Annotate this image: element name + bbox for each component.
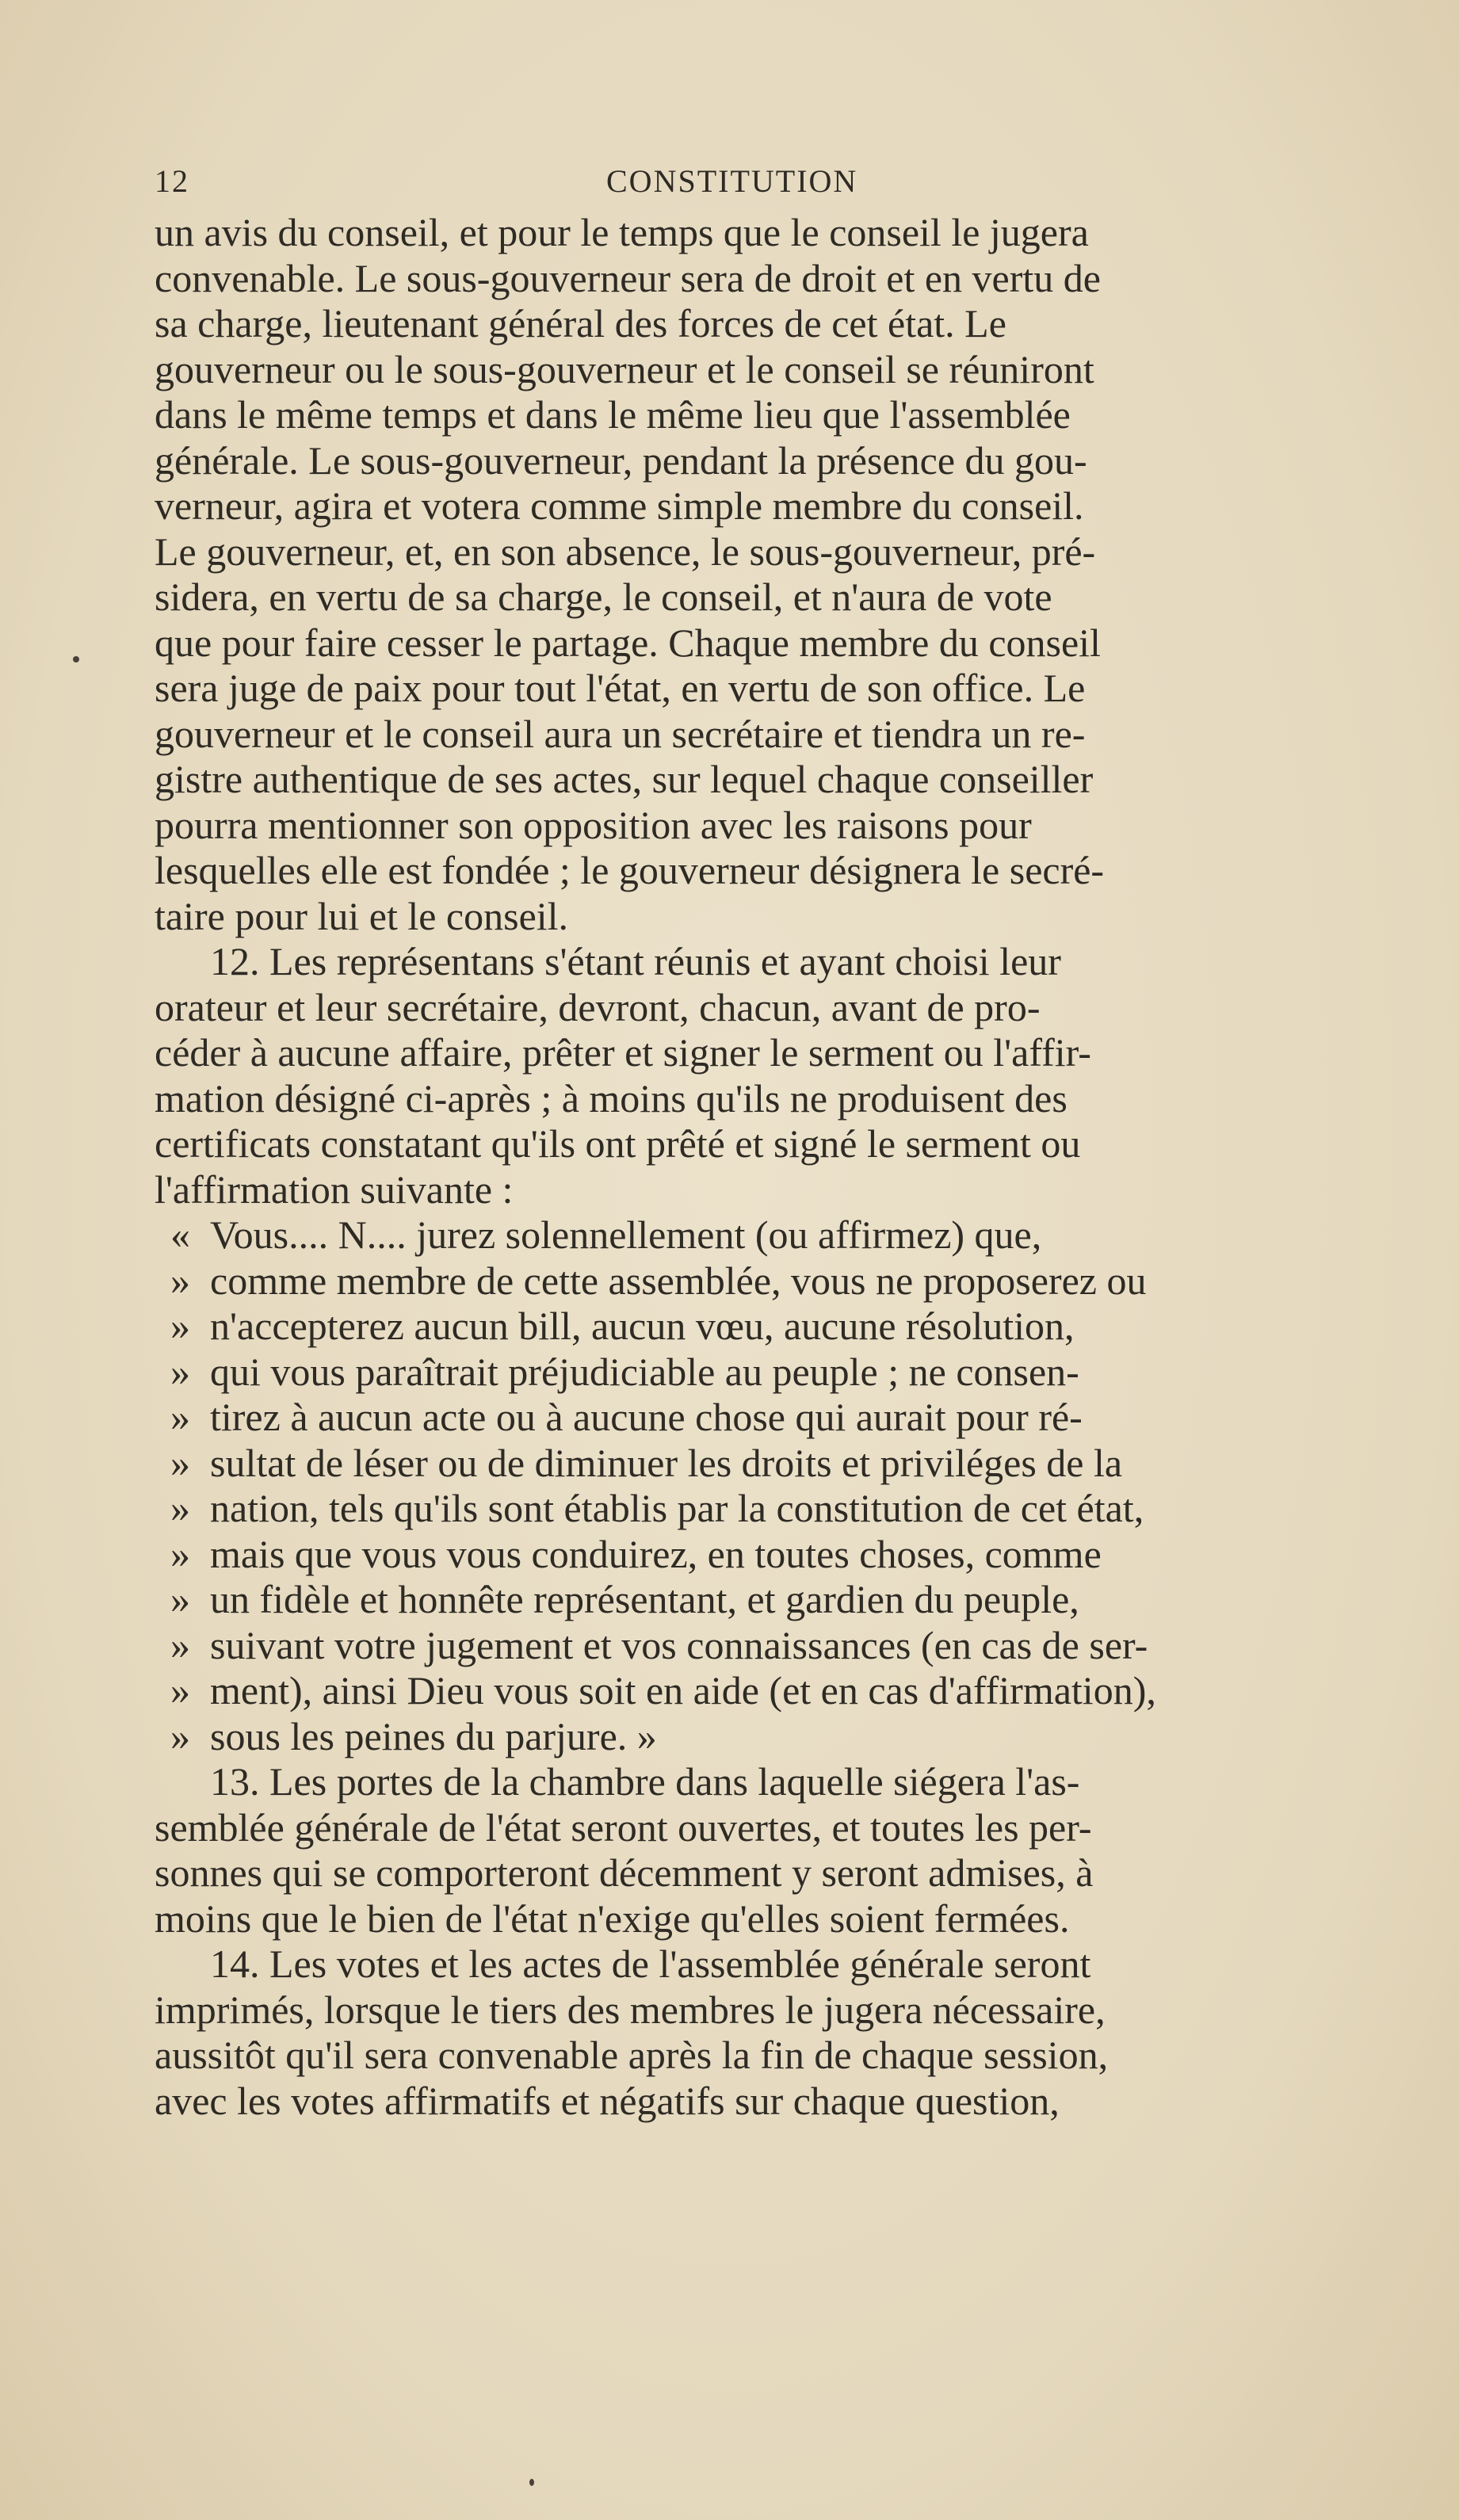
text-line: [155, 848, 1320, 894]
text-line: [155, 2033, 1320, 2079]
line-text: aussitôt qu'il sera convenable après la fin de chaque session,: [155, 2033, 1109, 2077]
quote-mark: »: [170, 1577, 190, 1621]
text-line: [155, 1668, 1320, 1714]
quote-mark: »: [170, 1440, 190, 1485]
line-text: sonnes qui se comporteront décemment y seront admises, à: [155, 1850, 1094, 1895]
line-text: n'accepterez aucun bill, aucun vœu, aucune résolution,: [210, 1304, 1075, 1348]
line-text: mais que vous vous conduirez, en toutes choses, comme: [210, 1531, 1102, 1576]
text-line: [155, 301, 1320, 347]
text-line: [155, 1532, 1320, 1578]
text-line: [155, 1167, 1320, 1213]
text-line: [155, 1623, 1320, 1669]
text-line: [155, 1714, 1320, 1760]
text-line: [155, 2079, 1320, 2125]
text-line: [155, 1577, 1320, 1623]
text-line: [155, 438, 1320, 484]
page-header: [155, 162, 1312, 210]
text-line: [155, 939, 1320, 985]
line-text: dans le même temps et dans le même lieu que l'assemblée: [155, 392, 1071, 437]
line-text: suivant votre jugement et vos connaissances (en cas de ser-: [210, 1622, 1148, 1667]
text-line: [155, 620, 1320, 666]
text-line: [155, 803, 1320, 849]
line-text: Vous.... N.... jurez solennellement (ou affirmez) que,: [210, 1212, 1042, 1257]
text-line: [155, 1486, 1320, 1532]
text-line: [155, 757, 1320, 803]
line-text: orateur et leur secrétaire, devront, chacun, avant de pro-: [155, 984, 1041, 1029]
line-text: l'affirmation suivante :: [155, 1166, 514, 1212]
quote-mark: »: [170, 1258, 190, 1303]
quote-mark: »: [170, 1395, 190, 1439]
text-line: [155, 1395, 1320, 1441]
line-text: sous les peines du parjure. »: [210, 1713, 657, 1758]
line-text: convenable. Le sous-gouverneur sera de droit et en vertu de: [155, 255, 1101, 300]
text-line: [155, 1212, 1320, 1258]
text-line: [155, 1759, 1320, 1805]
line-text: semblée générale de l'état seront ouvertes, et toutes les per-: [155, 1804, 1092, 1850]
line-text: céder à aucune affaire, prêter et signer le serment ou l'affir-: [155, 1030, 1091, 1075]
running-title: CONSTITUTION: [606, 163, 858, 199]
quote-mark: »: [170, 1713, 190, 1758]
text-line: [155, 210, 1320, 256]
line-text: pourra mentionner son opposition avec les raisons pour: [155, 802, 1032, 847]
paper-speck: [529, 2479, 534, 2486]
quote-mark: »: [170, 1349, 190, 1394]
line-text: gistre authentique de ses actes, sur lequel chaque conseiller: [155, 757, 1094, 801]
line-text: moins que le bien de l'état n'exige qu'elles soient fermées.: [155, 1896, 1070, 1941]
text-line: [155, 575, 1320, 620]
text-line: [155, 1350, 1320, 1396]
text-line: [155, 1987, 1320, 2033]
line-text: Le gouverneur, et, en son absence, le sous-gouverneur, pré-: [155, 529, 1096, 574]
line-text: tirez à aucun acte ou à aucune chose qui aurait pour ré-: [210, 1395, 1083, 1439]
line-text: qui vous paraîtrait préjudiciable au peuple ; ne consen-: [210, 1349, 1079, 1394]
text-line: [155, 529, 1320, 575]
text-line: [155, 1121, 1320, 1167]
line-text: taire pour lui et le conseil.: [155, 893, 569, 938]
page-number: 12: [155, 163, 189, 199]
text-line: [155, 985, 1320, 1031]
line-text: imprimés, lorsque le tiers des membres le jugera nécessaire,: [155, 1987, 1106, 2032]
quote-mark: »: [170, 1304, 190, 1348]
line-text: nation, tels qu'ils sont établis par la constitution de cet état,: [210, 1486, 1144, 1530]
text-line: [155, 712, 1320, 758]
line-text: que pour faire cesser le partage. Chaque membre du conseil: [155, 620, 1101, 665]
text-line: [155, 666, 1320, 712]
text-line: [155, 1850, 1320, 1896]
line-text: sultat de léser ou de diminuer les droits et priviléges de la: [210, 1440, 1123, 1485]
line-text: lesquelles elle est fondée ; le gouverneur désignera le secré-: [155, 848, 1105, 892]
text-line: [155, 392, 1320, 438]
text-line: [155, 1076, 1320, 1122]
quote-mark: »: [170, 1622, 190, 1667]
quote-mark: »: [170, 1668, 190, 1712]
text-line: [155, 1896, 1320, 1942]
line-text: gouverneur ou le sous-gouverneur et le conseil se réuniront: [155, 346, 1094, 391]
line-text: 14. Les votes et les actes de l'assemblée générale seront: [210, 1942, 1091, 1986]
line-text: sidera, en vertu de sa charge, le conseil, et n'aura de vote: [155, 575, 1052, 619]
text-line: [155, 347, 1320, 393]
line-text: verneur, agira et votera comme simple membre du conseil.: [155, 483, 1084, 528]
line-text: un avis du conseil, et pour le temps que le conseil le jugera: [155, 210, 1089, 254]
text-line: [155, 1030, 1320, 1076]
line-text: comme membre de cette assemblée, vous ne proposerez ou: [210, 1258, 1147, 1303]
text-line: [155, 894, 1320, 940]
paper-speck: [73, 656, 79, 662]
line-text: certificats constatant qu'ils ont prêté et signé le serment ou: [155, 1121, 1081, 1166]
quote-mark: »: [170, 1486, 190, 1530]
text-line: [155, 256, 1320, 302]
line-text: sa charge, lieutenant général des forces de cet état. Le: [155, 301, 1006, 346]
text-line: [155, 483, 1320, 529]
line-text: 12. Les représentans s'étant réunis et ayant choisi leur: [210, 939, 1061, 983]
line-text: un fidèle et honnête représentant, et gardien du peuple,: [210, 1577, 1079, 1621]
line-text: gouverneur et le conseil aura un secrétaire et tiendra un re-: [155, 711, 1086, 756]
body-text: [155, 210, 1320, 2124]
text-line: [155, 1441, 1320, 1487]
text-line: [155, 1304, 1320, 1350]
quote-mark: «: [170, 1212, 190, 1257]
line-text: générale. Le sous-gouverneur, pendant la présence du gou-: [155, 437, 1087, 483]
line-text: avec les votes affirmatifs et négatifs sur chaque question,: [155, 2078, 1060, 2123]
line-text: sera juge de paix pour tout l'état, en vertu de son office. Le: [155, 666, 1086, 710]
text-line: [155, 1942, 1320, 1987]
text-line: [155, 1805, 1320, 1851]
line-text: 13. Les portes de la chambre dans laquelle siégera l'as-: [210, 1759, 1080, 1804]
line-text: ment), ainsi Dieu vous soit en aide (et en cas d'affirmation),: [210, 1668, 1156, 1712]
line-text: mation désigné ci-après ; à moins qu'ils ne produisent des: [155, 1075, 1068, 1121]
quote-mark: »: [170, 1531, 190, 1576]
text-line: [155, 1258, 1320, 1304]
